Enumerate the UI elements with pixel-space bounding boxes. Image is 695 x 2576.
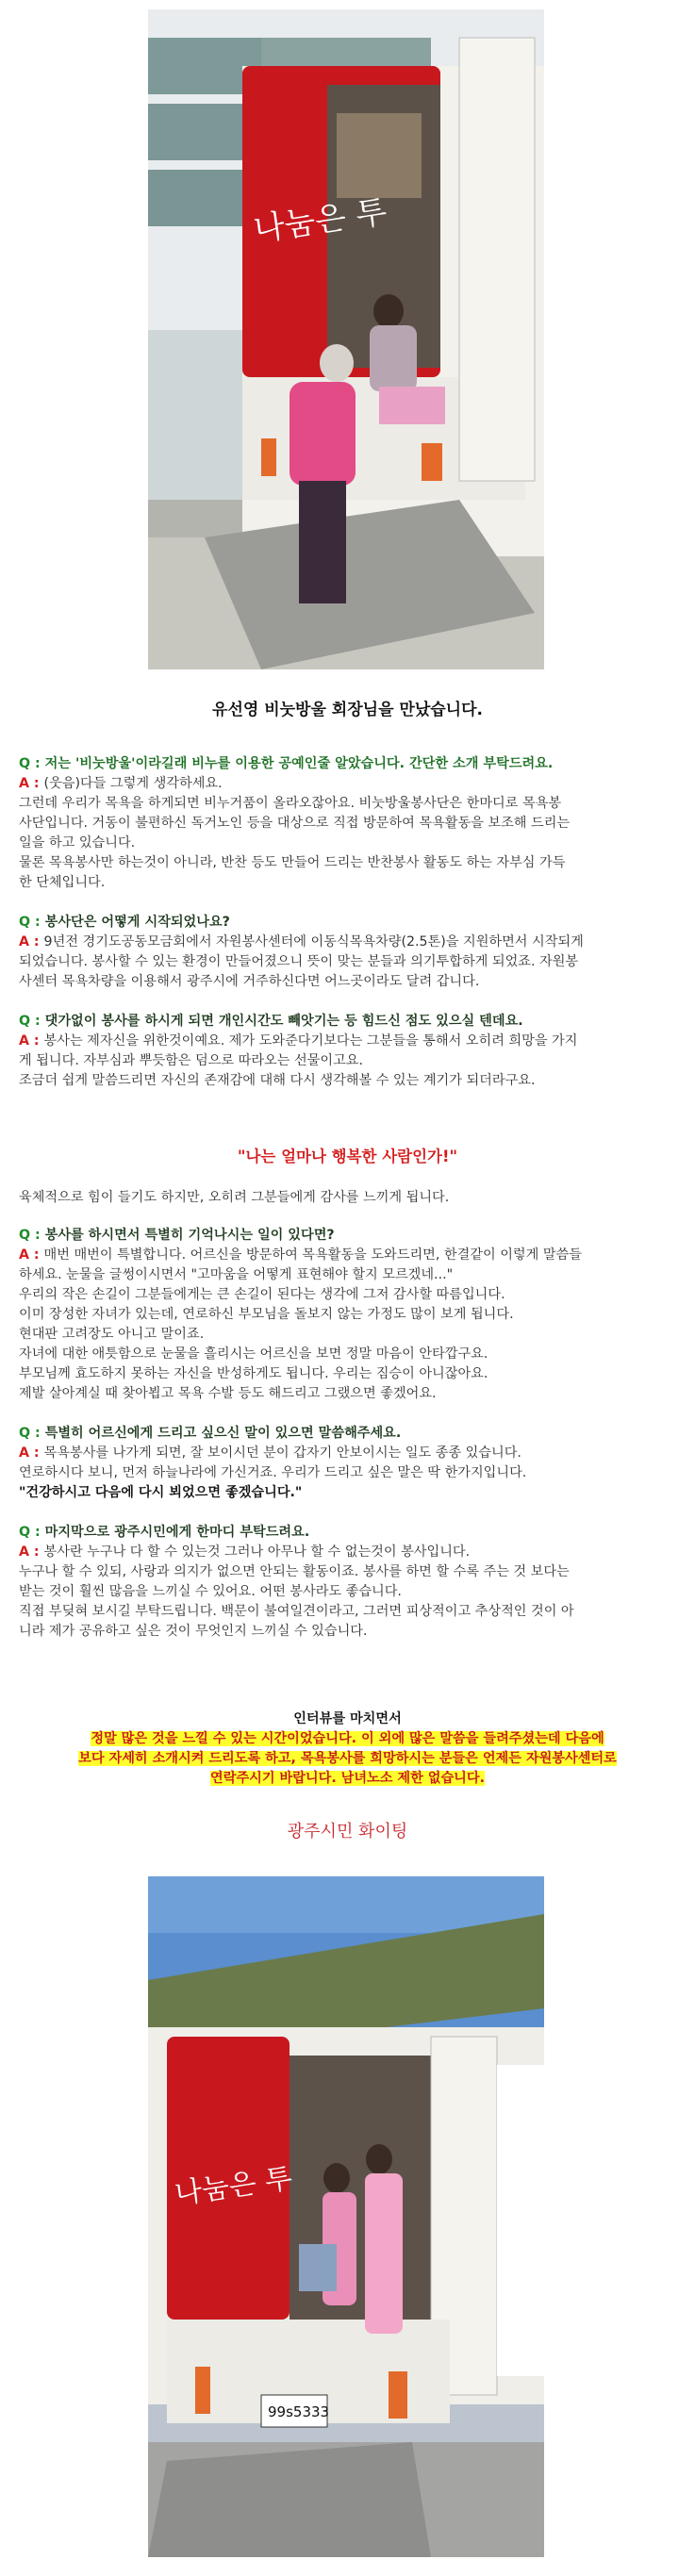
answer-line bbox=[19, 1305, 676, 1325]
top-photo bbox=[148, 9, 544, 669]
answer-text: 그런데 우리가 목욕을 하게되면 비누거품이 올라오잖아요. 비눗방울봉사단은 한마디로 목욕봉 bbox=[19, 796, 562, 811]
answer-label: A bbox=[19, 1247, 29, 1263]
question bbox=[19, 1523, 676, 1543]
label-separator: : bbox=[28, 1247, 44, 1263]
answer-line bbox=[19, 794, 676, 814]
pull-quote: "나는 얼마나 행복한 사람인가!" bbox=[237, 1148, 458, 1165]
question-text: 마지막으로 광주시민에게 한마디 부탁드려요. bbox=[44, 1525, 310, 1540]
closing-title: 인터뷰를 마치면서 bbox=[293, 1711, 402, 1726]
answer-text: 부모님께 효도하지 못하는 자신을 반성하게도 됩니다. 우리는 짐승이 아니잖아요. bbox=[19, 1366, 488, 1381]
label-separator: : bbox=[30, 1426, 45, 1441]
answer-text: 봉사는 제자신을 위한것이예요. 제가 도와준다기보다는 그분들을 통해서 오히려 희망을 가지 bbox=[43, 1033, 578, 1049]
answer-text: 하세요. 눈물을 글썽이시면서 "고마움을 어떻게 표현해야 할지 모르겠네..." bbox=[19, 1267, 454, 1282]
label-separator: : bbox=[30, 1228, 45, 1243]
answer-line bbox=[19, 1246, 676, 1265]
answer-line bbox=[19, 1051, 676, 1071]
qa-section-1 bbox=[19, 754, 676, 1091]
label-separator: : bbox=[28, 934, 44, 949]
question-text: 봉사를 하시면서 특별히 기억나시는 일이 있다면? bbox=[44, 1228, 335, 1243]
truck-sign-text-bottom: 나눔은 투 bbox=[173, 2161, 295, 2212]
question bbox=[19, 1226, 676, 1246]
answer-line bbox=[19, 1444, 676, 1463]
answer-line bbox=[19, 1622, 676, 1642]
spacer bbox=[19, 992, 676, 1012]
answer-text: 현대판 고려장도 아니고 말이죠. bbox=[19, 1327, 205, 1342]
answer-text: 사단입니다. 거동이 불편하신 독거노인 등을 대상으로 직접 방문하여 목욕활동을 보조해 드리는 bbox=[19, 816, 571, 831]
spacer bbox=[19, 893, 676, 913]
question bbox=[19, 913, 676, 933]
license-plate: 99s5333 bbox=[268, 2403, 330, 2420]
answer-line bbox=[19, 1285, 676, 1305]
question-text: 특별히 어르신에게 드리고 싶으신 말이 있으면 말씀해주세요. bbox=[44, 1426, 402, 1441]
label-separator: : bbox=[28, 1544, 44, 1560]
closing-line bbox=[57, 1729, 638, 1749]
closing-line bbox=[57, 1769, 638, 1789]
question-text: 댓가없이 봉사를 하시게 되면 개인시간도 빼앗기는 등 힘드신 점도 있으실 텐데요. bbox=[44, 1014, 523, 1029]
label-separator: : bbox=[30, 756, 45, 771]
answer-line bbox=[19, 1325, 676, 1345]
truck-sign-text: 나눔은 투 bbox=[251, 192, 389, 250]
question bbox=[19, 1012, 676, 1032]
answer-line bbox=[19, 972, 676, 992]
answer-line bbox=[19, 1364, 676, 1384]
closing-message bbox=[57, 1729, 638, 1789]
question-text: 저는 '비눗방울'이라길래 비누를 이용한 공예인줄 알았습니다. 간단한 소개 부탁드려요. bbox=[44, 756, 554, 771]
answer-text: 조금더 쉽게 말씀드리면 자신의 존재감에 대해 다시 생각해볼 수 있는 계기가 되더라구요. bbox=[19, 1073, 536, 1088]
answer-text: 연로하시다 보니, 먼저 하늘나라에 가신거죠. 우리가 드리고 싶은 말은 딱 한가지입니다. bbox=[19, 1465, 527, 1480]
answer-line bbox=[19, 1345, 676, 1364]
answer-emphasis: "건강하시고 다음에 다시 뵈었으면 좋겠습니다." bbox=[19, 1485, 303, 1500]
question-label: Q bbox=[19, 756, 31, 771]
answer-text: 일을 하고 있습니다. bbox=[19, 835, 136, 850]
answer-line bbox=[19, 1543, 676, 1562]
answer-text: 직접 부딪혀 보시길 부탁드립니다. 백문이 불여일견이라고, 그러면 피상적이고 추상적인 것이 아 bbox=[19, 1604, 574, 1619]
answer-label: A bbox=[19, 776, 29, 791]
answer-text: 한 단체입니다. bbox=[19, 875, 106, 890]
answer-text: 받는 것이 훨씬 많음을 느끼실 수 있어요. 어떤 봉사라도 좋습니다. bbox=[19, 1584, 402, 1599]
question-label: Q bbox=[19, 1525, 31, 1540]
answer-label: A bbox=[19, 934, 29, 949]
answer-text: 니라 제가 공유하고 싶은 것이 무엇인지 느끼실 수 있습니다. bbox=[19, 1624, 368, 1639]
answer-text: 되었습니다. 봉사할 수 있는 환경이 만들어졌으니 뜻이 맞는 분들과 의기투합하게 되었죠. 자원봉 bbox=[19, 954, 579, 969]
answer-label: A bbox=[19, 1033, 29, 1049]
bottom-photo bbox=[148, 1876, 544, 2557]
answer-line bbox=[19, 1071, 676, 1091]
question-text: 봉사단은 어떻게 시작되었나요? bbox=[44, 915, 230, 930]
answer-text: 이미 장성한 자녀가 있는데, 연로하신 부모님을 돌보지 않는 가정도 많이 보게 됩니다. bbox=[19, 1307, 514, 1322]
label-separator: : bbox=[30, 915, 45, 930]
answer-line bbox=[19, 1032, 676, 1051]
answer-label: A bbox=[19, 1544, 29, 1560]
answer-text: 봉사란 누구나 다 할 수 있는것 그러나 아무나 할 수 없는것이 봉사입니다. bbox=[43, 1544, 471, 1560]
answer-text: (웃음)다들 그렇게 생각하세요. bbox=[43, 776, 223, 791]
label-separator: : bbox=[28, 1033, 44, 1049]
question-label: Q bbox=[19, 1014, 31, 1029]
answer-line bbox=[19, 1602, 676, 1622]
answer-line bbox=[19, 1463, 676, 1483]
highlighted-text: 연락주시기 바랍니다. 남녀노소 제한 없습니다. bbox=[210, 1771, 485, 1786]
answer-line bbox=[19, 853, 676, 873]
answer-text: 9년전 경기도공동모금회에서 자원봉사센터에 이동식목욕차량(2.5톤)을 지원하면서 시작되게 bbox=[43, 934, 584, 949]
truck-interior-illustration bbox=[148, 1876, 544, 2557]
answer-line bbox=[19, 814, 676, 834]
answer-line bbox=[19, 834, 676, 853]
qa-section-2 bbox=[19, 1226, 676, 1642]
answer-line bbox=[19, 1265, 676, 1285]
answer-line bbox=[19, 1582, 676, 1602]
highlighted-text: 보다 자세히 소개시켜 드리도록 하고, 목욕봉사를 희망하시는 분들은 언제든 자원봉사센터로 bbox=[78, 1751, 617, 1766]
answer-text: 물론 목욕봉사만 하는것이 아니라, 반찬 등도 만들어 드리는 반찬봉사 활동도 하는 자부심 가득 bbox=[19, 855, 566, 870]
label-separator: : bbox=[28, 776, 44, 791]
answer-text: 누구나 할 수 있되, 사랑과 의지가 없으면 안되는 활동이죠. 봉사를 하면 할 수록 주는 것 보다는 bbox=[19, 1564, 570, 1579]
label-separator: : bbox=[28, 1445, 44, 1461]
answer-line bbox=[19, 1384, 676, 1404]
answer-text: 사센터 목욕차량을 이용해서 광주시에 거주하신다면 어느곳이라도 달려 갑니다. bbox=[19, 974, 480, 989]
label-separator: : bbox=[30, 1014, 45, 1029]
answer-text: 자녀에 대한 애틋함으로 눈물을 흘리시는 어르신을 보면 정말 마음이 안타깝구요. bbox=[19, 1346, 488, 1362]
answer-text: 매번 매번이 특별합니다. 어르신을 방문하여 목욕활동을 도와드리면, 한결같이 이렇게 말씀들 bbox=[43, 1247, 582, 1263]
spacer bbox=[19, 1503, 676, 1523]
spacer bbox=[19, 1404, 676, 1424]
after-quote-text: 육체적으로 힘이 들기도 하지만, 오히려 그분들에게 감사를 느끼게 됩니다. bbox=[19, 1190, 450, 1205]
question-label: Q bbox=[19, 1228, 31, 1243]
cheer-text: 광주시민 화이팅 bbox=[287, 1822, 408, 1841]
truck-photo-illustration bbox=[148, 9, 544, 669]
answer-text: 우리의 작은 손길이 그분들에게는 큰 손길이 된다는 생각에 그저 감사할 따름입니다. bbox=[19, 1287, 505, 1302]
highlighted-text: 정말 많은 것을 느낄 수 있는 시간이었습니다. 이 외에 많은 말씀을 들려주셨는데 다음에 bbox=[91, 1731, 604, 1746]
question bbox=[19, 754, 676, 774]
answer-text: 제발 살아계실 때 찾아뵙고 목욕 수발 등도 해드리고 그랬으면 좋겠어요. bbox=[19, 1386, 437, 1401]
closing-line bbox=[57, 1749, 638, 1769]
photo-caption: 유선영 비눗방울 회장님을 만났습니다. bbox=[212, 701, 483, 719]
answer-line bbox=[19, 873, 676, 893]
question-label: Q bbox=[19, 915, 31, 930]
answer-line bbox=[19, 774, 676, 794]
answer-line bbox=[19, 952, 676, 972]
label-separator: : bbox=[30, 1525, 45, 1540]
answer-text: 목욕봉사를 나가게 되면, 잘 보이시던 분이 갑자기 안보이시는 일도 종종 있습니다. bbox=[43, 1445, 521, 1461]
answer-line bbox=[19, 1562, 676, 1582]
question bbox=[19, 1424, 676, 1444]
answer-text: 게 됩니다. 자부심과 뿌듯함은 덤으로 따라오는 선물이고요. bbox=[19, 1053, 364, 1068]
question-label: Q bbox=[19, 1426, 31, 1441]
answer-label: A bbox=[19, 1445, 29, 1461]
answer-line bbox=[19, 933, 676, 952]
